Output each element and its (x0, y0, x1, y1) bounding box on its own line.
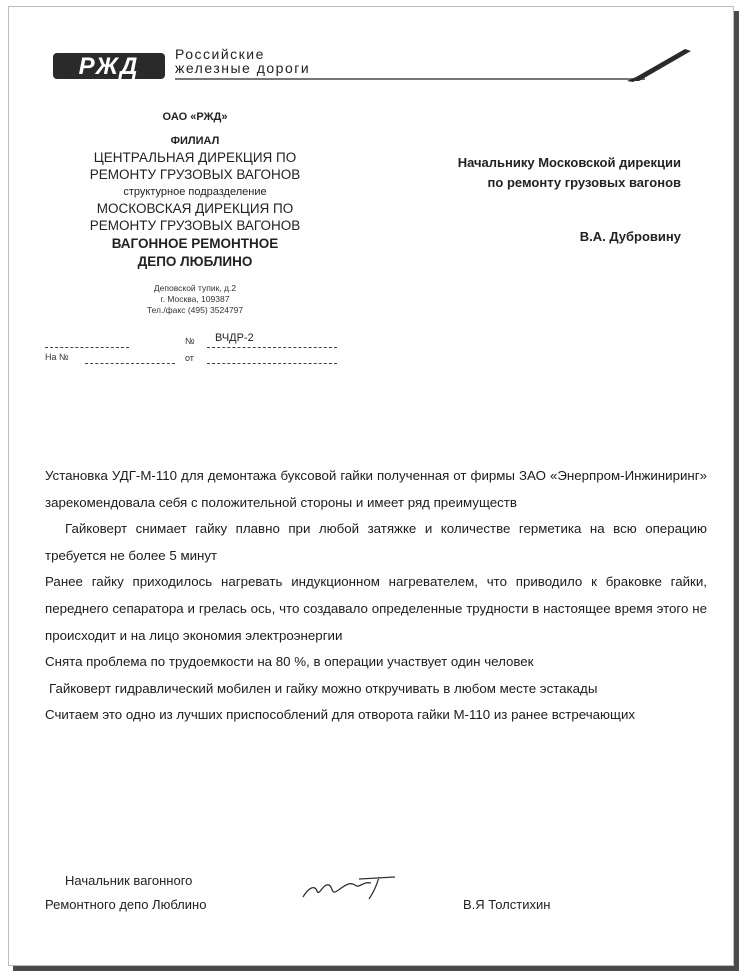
number-field-line (207, 347, 337, 348)
letter-body (45, 463, 707, 729)
handwritten-signature (299, 873, 409, 903)
addressee-line-2: по ремонту грузовых вагонов (487, 175, 681, 190)
date-field-line (45, 347, 129, 348)
unit-name-1: МОСКОВСКАЯ ДИРЕКЦИЯ ПО (96, 201, 294, 216)
addressee-block (458, 153, 681, 193)
logo-text (175, 47, 310, 75)
reply-number-label: На № (45, 352, 69, 362)
logo-line-2: железные дороги (175, 60, 311, 76)
body-paragraph: Снята проблема по трудоемкости на 80 %, в операции участвует один человек (45, 654, 534, 670)
branch-name-1: ЦЕНТРАЛЬНАЯ ДИРЕКЦИЯ ПО (93, 150, 297, 165)
body-paragraph: Установка УДГ-М-110 для демонтажа буксовой гайки полученная от фирмы ЗАО «Энерпром-Инжиниринг» зарекомендовала себя с положительной стороны и имеет ряд преимуществ (45, 468, 707, 510)
sender-org: ОАО «РЖД» (162, 111, 228, 123)
unit-name-2: РЕМОНТУ ГРУЗОВЫХ ВАГОНОВ (89, 218, 301, 233)
signatory-title (45, 869, 206, 917)
logo-line-1: Российские (175, 46, 265, 62)
body-paragraph: Гайковерт снимает гайку плавно при любой затяжке и количестве герметика на всю операцию требуется не более 5 минут (45, 521, 707, 563)
unit-label: структурное подразделение (123, 186, 267, 198)
swoosh-icon (625, 47, 695, 83)
body-paragraph: Гайковерт гидравлический мобилен и гайку можно откручивать в любом месте эстакады (49, 680, 598, 696)
rzd-logo-mark: РЖД (78, 53, 140, 80)
address-line-3: Тел./факс (495) 3524797 (146, 305, 244, 315)
addressee-line-1: Начальнику Московской дирекции (457, 155, 681, 170)
address-line-2: г. Москва, 109387 (160, 294, 230, 304)
body-paragraph: Ранее гайку приходилось нагревать индукционном нагревателем, что приводило к браковке гайки, переднего сепаратора и грелась ось, что создавало определенные трудности в настоящее время этого не происходит и на лицо экономия электроэнергии (45, 574, 707, 643)
address-line-1: Деповской тупик, д.2 (153, 283, 237, 293)
letter-page (8, 6, 734, 966)
from-date-line (207, 363, 337, 364)
body-paragraph: Считаем это одно из лучших приспособлений для отворота гайки М-110 из ранее встречающих (45, 707, 636, 723)
depot-name-2: ДЕПО ЛЮБЛИНО (137, 254, 253, 269)
rzd-logo-icon (53, 51, 165, 81)
addressee-name: В.А. Дубровину (579, 229, 681, 244)
reply-number-line (85, 363, 175, 364)
number-value: ВЧДР-2 (215, 332, 254, 344)
depot-name-1: ВАГОННОЕ РЕМОНТНОЕ (111, 236, 279, 251)
letterhead-logo (53, 47, 713, 87)
signatory-title-line-2: Ремонтного депо Люблино (45, 897, 207, 912)
branch-name-2: РЕМОНТУ ГРУЗОВЫХ ВАГОНОВ (89, 167, 301, 182)
signatory-title-line-1: Начальник вагонного (65, 873, 193, 888)
number-label: № (185, 336, 195, 346)
branch-label: ФИЛИАЛ (170, 135, 220, 147)
logo-underline (175, 78, 645, 80)
signatory-name: В.Я Толстихин (463, 897, 551, 912)
from-label: от (185, 353, 194, 363)
